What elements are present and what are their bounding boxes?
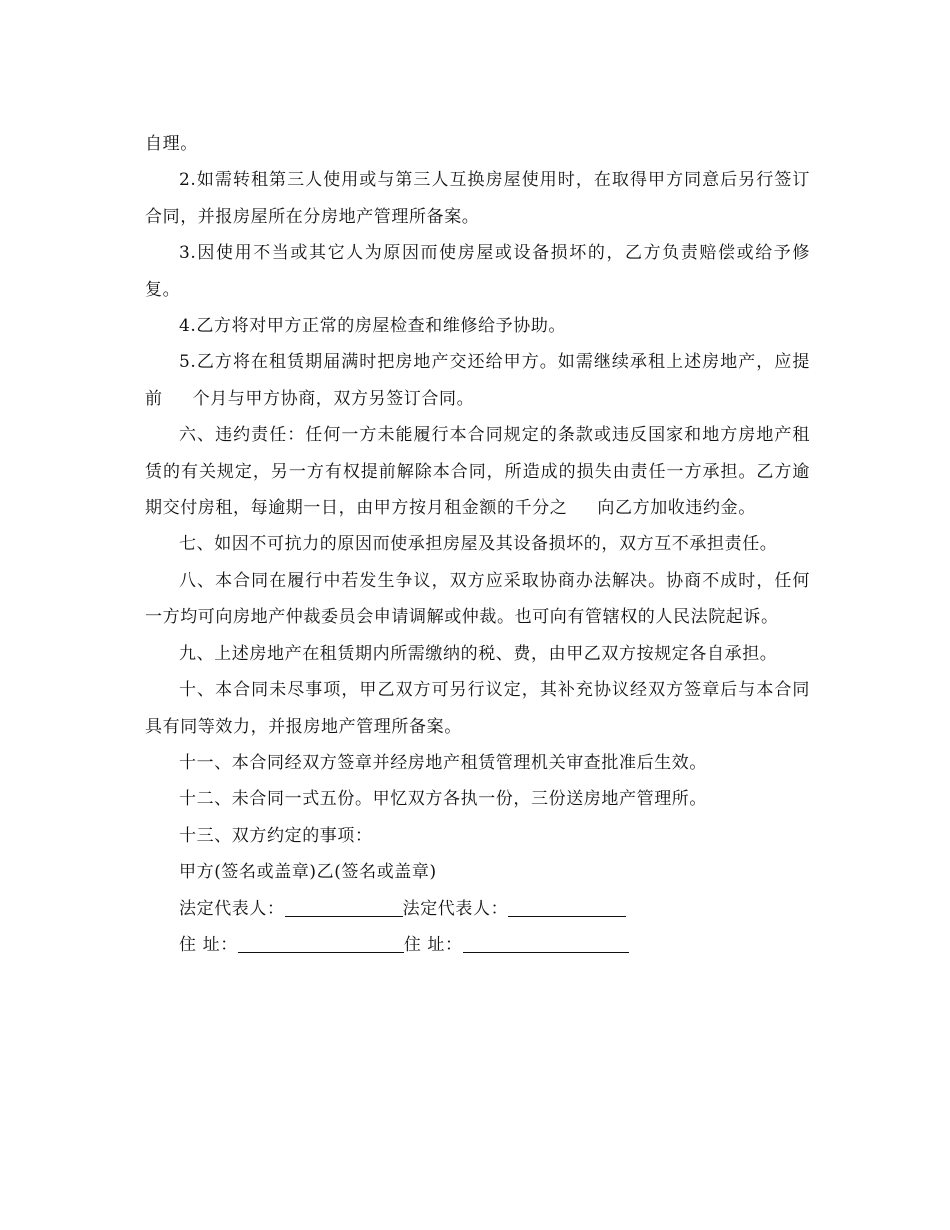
clause-force-majeure: 七、如因不可抗力的原因而使承担房屋及其设备损坏的，双方互不承担责任。 — [179, 534, 778, 555]
paragraph-continuation: 自理。 — [145, 134, 198, 154]
signature-addresses — [145, 927, 810, 963]
signature-parties: 甲方(签名或盖章)乙(签名或盖章) — [179, 862, 437, 883]
clause-supplement: 十、本合同未尽事项，甲乙双方可另行议定，其补充协议经双方签章后与本合同具有同等效力，并报房地产管理所备案。 — [145, 680, 810, 737]
clause-lease-return-text-b: 个月与甲方协商，双方另签订合同。 — [192, 388, 475, 409]
rep-signature-line-a[interactable] — [285, 896, 403, 917]
clause-lease-return-text-a: 5.乙方将在租赁期届满时把房地产交还给甲方。如需继续承租上述房地产，应提前 — [145, 352, 810, 409]
addr-label-party-b: 住 址： — [403, 934, 463, 955]
signature-representatives — [145, 891, 810, 927]
clause-copies: 十二、未合同一式五份。甲忆双方各执一份，三份送房地产管理所。 — [179, 789, 707, 810]
addr-line-a[interactable] — [238, 932, 404, 953]
clause-lease-return — [145, 344, 810, 417]
clause-sublet: 2.如需转租第三人使用或与第三人互换房屋使用时，在取得甲方同意后另行签订合同，并报房屋所在分房地产管理所备案。 — [145, 170, 810, 227]
contract-page — [145, 126, 810, 963]
rep-label-party-b: 法定代表人： — [402, 898, 509, 919]
rep-signature-line-b[interactable] — [508, 896, 626, 917]
clause-damage-liability: 3.因使用不当或其它人为原因而使房屋或设备损坏的，乙方负责赔偿或给予修复。 — [145, 243, 810, 300]
addr-label-party-a: 住 址： — [179, 934, 238, 955]
rep-label-party-a: 法定代表人： — [179, 898, 285, 919]
clause-agreed-items: 十三、双方约定的事项： — [179, 825, 373, 846]
addr-line-b[interactable] — [463, 932, 629, 953]
clause-breach — [145, 417, 810, 526]
clause-inspection-assist: 4.乙方将对甲方正常的房屋检查和维修给予协助。 — [179, 316, 567, 337]
clause-breach-text-b: 向乙方加收违约金。 — [597, 498, 756, 519]
clause-taxes: 九、上述房地产在租赁期内所需缴纳的税、费，由甲乙双方按规定各自承担。 — [179, 643, 778, 664]
clause-dispute: 八、本合同在履行中若发生争议，双方应采取协商办法解决。协商不成时，任何一方均可向房地产仲裁委员会申请调解或仲裁。也可向有管辖权的人民法院起诉。 — [145, 570, 810, 628]
clause-effective: 十一、本合同经双方签章并经房地产租赁管理机关审查批准后生效。 — [179, 752, 707, 773]
clause-breach-text-a: 六、违约责任：任何一方未能履行本合同规定的条款或违反国家和地方房地产租赁的有关规定，另一方有权提前解除本合同，所造成的损失由责任一方承担。乙方逾期交付房租，每逾期一日，由甲方按月租金额的千分之 — [145, 425, 810, 519]
